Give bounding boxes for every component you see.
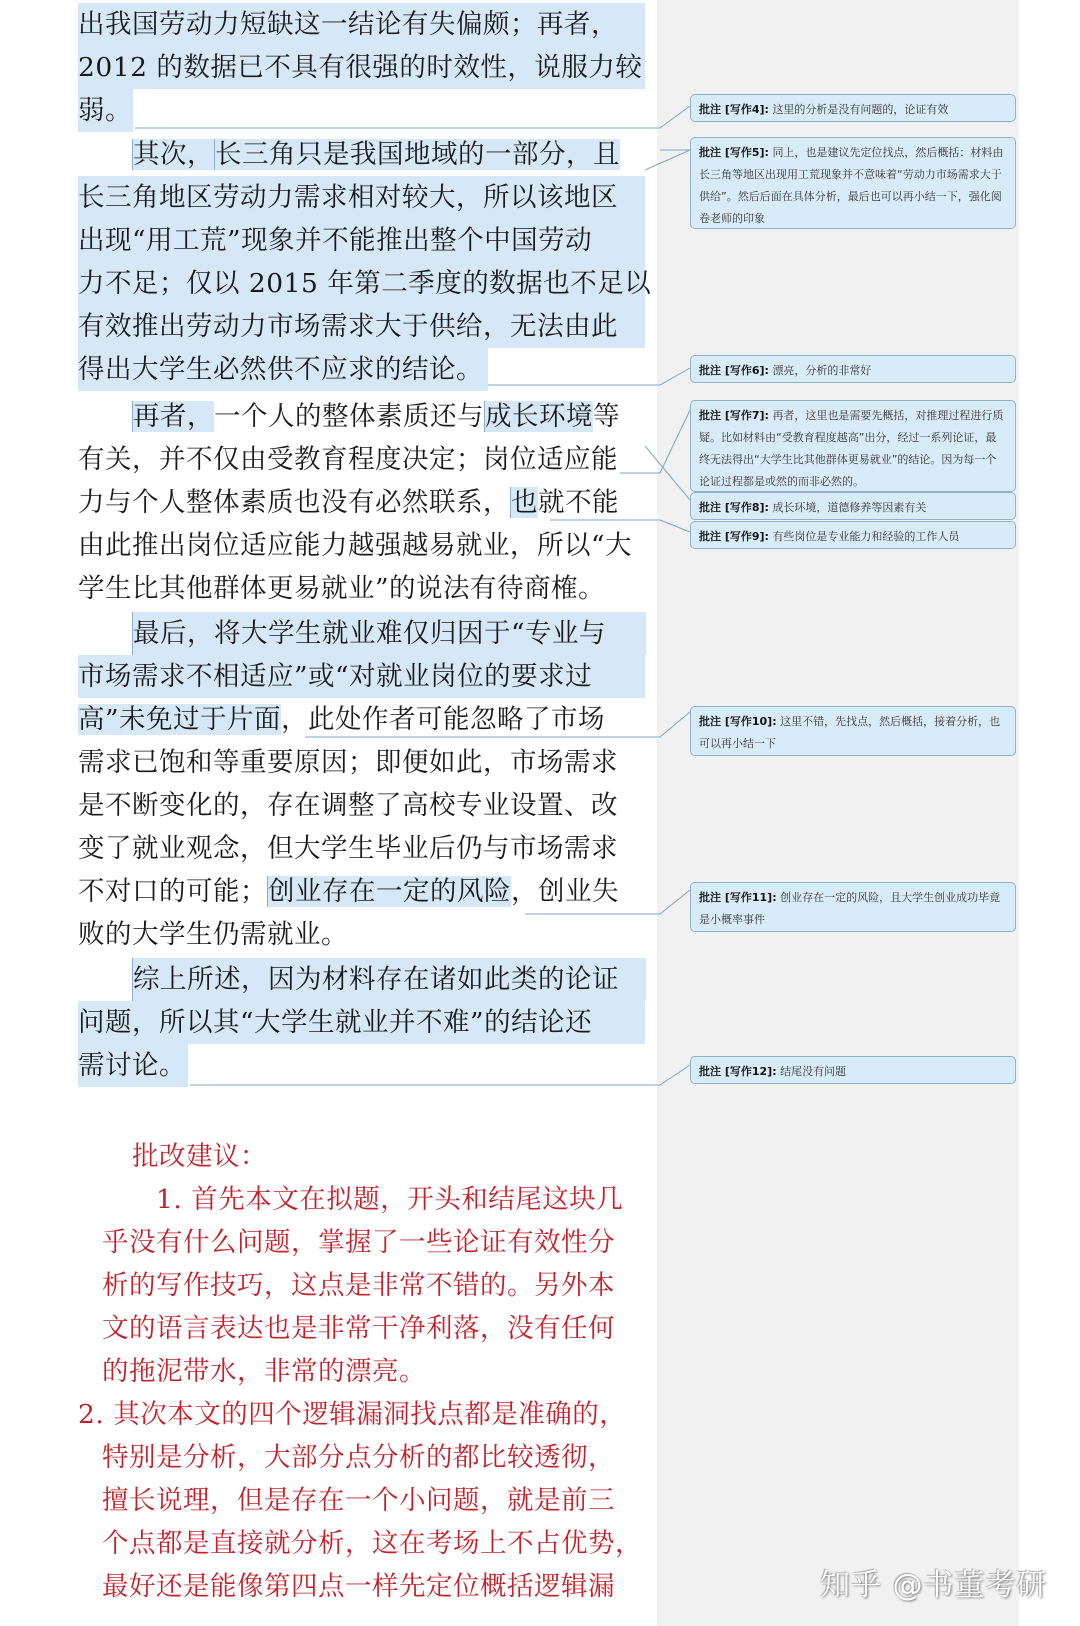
- essay-line: 有效推出劳动力市场需求大于供给，无法由此: [78, 305, 645, 348]
- review-line: 2. 其次本文的四个逻辑漏洞找点都是准确的，: [78, 1399, 627, 1430]
- essay-line: 出我国劳动力短缺这一结论有失偏颇；再者，: [78, 3, 645, 46]
- essay-line: 得出大学生必然供不应求的结论。: [78, 348, 488, 391]
- comment-text: 有些岗位是专业能力和经验的工作人员: [772, 530, 960, 543]
- essay-line: [78, 698, 605, 741]
- comment-text: 漂亮，分析的非常好: [772, 364, 872, 377]
- essay-line: 由此推出岗位适应能力越强越易就业，所以“大: [78, 530, 633, 561]
- comment-text: 成长环境，道德修养等因素有关: [772, 501, 927, 514]
- essay-line: 出现“用工荒”现象并不能推出整个中国劳动: [78, 219, 645, 262]
- essay-text: 一个人的整体素质还与: [214, 401, 484, 432]
- essay-line: 综上所述，因为材料存在诸如此类的论证: [132, 958, 646, 1001]
- comment-balloon-11[interactable]: [690, 882, 1016, 932]
- essay-line: 败的大学生仍需就业。: [78, 919, 348, 950]
- essay-line: 长三角地区劳动力需求相对较大，所以该地区: [78, 176, 645, 219]
- review-line: 最好还是能像第四点一样先定位概括逻辑漏: [102, 1571, 615, 1602]
- essay-line: 问题，所以其“大学生就业并不难”的结论还: [78, 1001, 645, 1044]
- comment-margin-pane: [657, 0, 1019, 1626]
- essay-line: [78, 870, 619, 913]
- review-line: 1. 首先本文在拟题，开头和结尾这块几: [156, 1184, 624, 1215]
- essay-line: 弱。: [78, 89, 133, 132]
- comment-label: 批注 [写作11]:: [699, 891, 777, 904]
- highlight-comment-9[interactable]: 也: [511, 487, 538, 518]
- comment-label: 批注 [写作7]:: [699, 409, 769, 422]
- essay-line: [132, 133, 620, 176]
- review-line: 析的写作技巧，这点是非常不错的。另外本: [102, 1270, 615, 1301]
- essay-line: 最后，将大学生就业难仅归因于“专业与: [132, 612, 646, 655]
- comment-text: 再者，这里也是需要先概括，对推理过程进行质疑。比如材料由“受教育程度越高”出分，经过一系列论证，最终无法得出“大学生比其他群体更易就业”的结论。因为每一个论证过程都是或然的而非必然的。: [699, 409, 1004, 488]
- highlight-comment-8[interactable]: 成长环境: [485, 401, 593, 432]
- comment-label: 批注 [写作9]:: [699, 530, 769, 543]
- highlight-comment-7[interactable]: 再者，: [133, 401, 214, 432]
- essay-line: [132, 395, 620, 438]
- review-line: 乎没有什么问题，掌握了一些论证有效性分: [102, 1227, 615, 1258]
- essay-text: ，创业失: [511, 876, 619, 907]
- essay-line: 有关，并不仅由受教育程度决定；岗位适应能: [78, 444, 618, 475]
- comment-label: 批注 [写作6]:: [699, 364, 769, 377]
- comment-text: 创业存在一定的风险，且大学生创业成功毕竟是小概率事件: [699, 891, 1001, 926]
- comment-balloon-9[interactable]: [690, 521, 1016, 549]
- comment-text: 同上，也是建议先定位找点，然后概括：材料由长三角等地区出现用工荒现象并不意味着“劳动力市场需求大于供给”。然后后面在具体分析，最后也可以再小结一下，强化阅卷老师的印象: [699, 146, 1004, 225]
- essay-line: 2012 的数据已不具有很强的时效性，说服力较: [78, 46, 645, 89]
- comment-text: 这里的分析是没有问题的，论证有效: [772, 103, 949, 116]
- essay-text: ，此处作者可能忽略了市场: [281, 704, 606, 735]
- comment-balloon-7[interactable]: [690, 400, 1016, 492]
- comment-balloon-12[interactable]: [690, 1056, 1016, 1084]
- comment-label: 批注 [写作12]:: [699, 1065, 777, 1078]
- comment-balloon-5[interactable]: [690, 137, 1016, 229]
- comment-balloon-8[interactable]: [690, 492, 1016, 520]
- comment-label: 批注 [写作8]:: [699, 501, 769, 514]
- comment-label: 批注 [写作5]:: [699, 146, 769, 159]
- essay-line: 市场需求不相适应”或“对就业岗位的要求过: [78, 655, 645, 698]
- highlight-comment-5-anchor[interactable]: 其次，: [133, 139, 214, 170]
- highlight-comment-11[interactable]: 创业存在一定的风险: [268, 876, 511, 907]
- essay-line: 需讨论。: [78, 1044, 188, 1087]
- review-line: 的拖泥带水，非常的漂亮。: [102, 1356, 426, 1387]
- highlight-comment-5[interactable]: 长三角只是我国地域的一部分，且: [215, 139, 620, 170]
- review-line: 文的语言表达也是非常干净利落，没有任何: [102, 1313, 615, 1344]
- essay-line: 需求已饱和等重要原因；即便如此，市场需求: [78, 747, 618, 778]
- review-line: 特别是分析，大部分点分析的都比较透彻，: [102, 1442, 615, 1473]
- comment-text: 结尾没有问题: [780, 1065, 847, 1078]
- essay-line: 力不足；仅以 2015 年第二季度的数据也不足以: [78, 262, 645, 305]
- essay-line: 学生比其他群体更易就业”的说法有待商榷。: [78, 573, 606, 604]
- essay-line: 变了就业观念，但大学生毕业后仍与市场需求: [78, 833, 618, 864]
- review-heading: 批改建议：: [132, 1141, 267, 1172]
- essay-line: 是不断变化的，存在调整了高校专业设置、改: [78, 790, 618, 821]
- essay-text: 不对口的可能；: [78, 876, 267, 907]
- review-line: 个点都是直接就分析，这在考场上不占优势，: [102, 1528, 642, 1559]
- highlight-comment-10[interactable]: 高”未免过于片面: [78, 704, 282, 735]
- comment-balloon-4[interactable]: [690, 94, 1016, 122]
- comment-label: 批注 [写作4]:: [699, 103, 769, 116]
- comment-text: 这里不错，先找点，然后概括，接着分析，也可以再小结一下: [699, 715, 1001, 750]
- comment-label: 批注 [写作10]:: [699, 715, 777, 728]
- comment-balloon-6[interactable]: [690, 355, 1016, 383]
- comment-balloon-10[interactable]: [690, 706, 1016, 756]
- essay-text: 力与个人整体素质也没有必然联系，: [78, 487, 510, 518]
- essay-line: [78, 481, 619, 524]
- essay-text: 就不能: [538, 487, 619, 518]
- zhihu-watermark: 知乎 @书董考研: [820, 1568, 1048, 1603]
- review-line: 擅长说理，但是存在一个小问题，就是前三: [102, 1485, 615, 1516]
- essay-text: 等: [593, 401, 620, 432]
